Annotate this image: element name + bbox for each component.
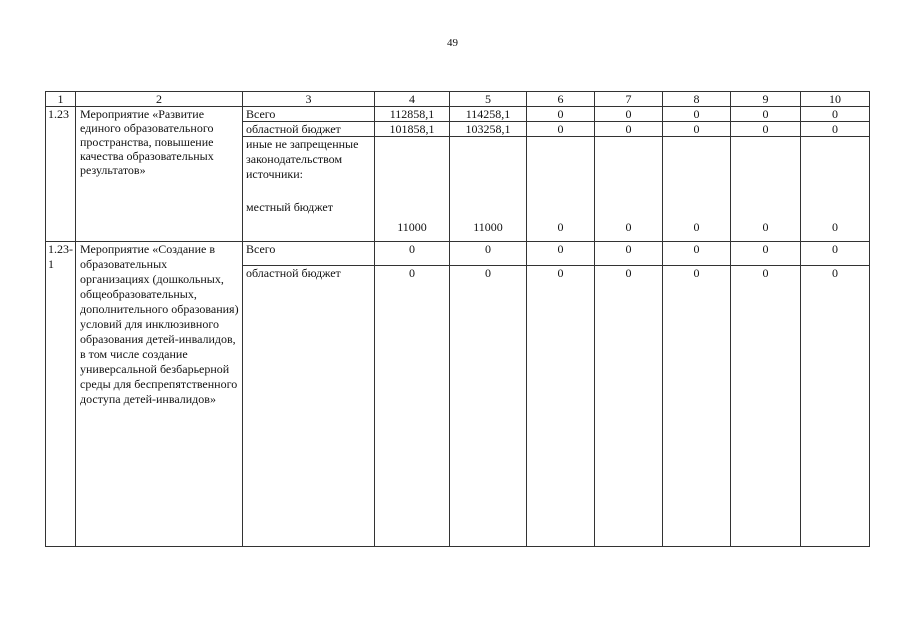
header-row bbox=[46, 92, 870, 107]
value-cell: 0 bbox=[663, 137, 731, 242]
page-number: 49 bbox=[447, 37, 458, 49]
col-header-9: 9 bbox=[731, 92, 801, 107]
source-label: областной бюджет bbox=[243, 122, 375, 137]
value-cell: 0 bbox=[731, 122, 801, 137]
col-header-4: 4 bbox=[375, 92, 450, 107]
value-cell: 0 bbox=[527, 122, 595, 137]
value-cell: 0 bbox=[663, 266, 731, 547]
value-cell: 0 bbox=[595, 242, 663, 266]
value-cell: 0 bbox=[731, 107, 801, 122]
value-cell: 0 bbox=[731, 266, 801, 547]
value-cell: 0 bbox=[801, 242, 870, 266]
col-header-10: 10 bbox=[801, 92, 870, 107]
value-cell: 101858,1 bbox=[375, 122, 450, 137]
value-cell: 0 bbox=[595, 137, 663, 242]
value-cell: 0 bbox=[801, 266, 870, 547]
value-cell: 0 bbox=[663, 107, 731, 122]
value-cell: 0 bbox=[663, 122, 731, 137]
value-cell: 0 bbox=[527, 107, 595, 122]
value-cell: 103258,1 bbox=[450, 122, 527, 137]
value-cell: 0 bbox=[527, 242, 595, 266]
col-header-7: 7 bbox=[595, 92, 663, 107]
row-description: Мероприятие «Развитие единого образовательного пространства, повышение качества образовательных результатов» bbox=[76, 107, 243, 242]
source-label: иные не запрещенные законодательством источники: bbox=[246, 137, 359, 181]
value-cell: 11000 bbox=[450, 137, 527, 242]
row-code: 1.23 bbox=[46, 107, 76, 242]
row-code: 1.23-1 bbox=[46, 242, 76, 547]
value-cell: 0 bbox=[527, 137, 595, 242]
source-label: областной бюджет bbox=[243, 266, 375, 547]
table-row bbox=[46, 242, 870, 266]
table-row bbox=[46, 107, 870, 122]
value-cell: 0 bbox=[731, 137, 801, 242]
col-header-6: 6 bbox=[527, 92, 595, 107]
value-cell: 114258,1 bbox=[450, 107, 527, 122]
value-cell: 0 bbox=[595, 122, 663, 137]
value-cell: 0 bbox=[595, 266, 663, 547]
value-cell: 0 bbox=[731, 242, 801, 266]
value-cell: 0 bbox=[527, 266, 595, 547]
value-cell: 0 bbox=[801, 137, 870, 242]
col-header-2: 2 bbox=[76, 92, 243, 107]
value-cell: 0 bbox=[595, 107, 663, 122]
value-cell: 0 bbox=[801, 107, 870, 122]
value-cell: 0 bbox=[663, 242, 731, 266]
value-cell: 112858,1 bbox=[375, 107, 450, 122]
row-description: Мероприятие «Создание в образовательных организациях (дошкольных, общеобразовательных, дополнительного образования) условий для инклюзивного образования детей-инвалидов, в том числе создание универсальной безбарьерной среды для беспрепятственного доступа детей-инвалидов» bbox=[76, 242, 243, 547]
budget-table bbox=[45, 91, 870, 547]
value-cell: 0 bbox=[450, 266, 527, 547]
col-header-5: 5 bbox=[450, 92, 527, 107]
value-cell: 0 bbox=[375, 266, 450, 547]
source-label-group bbox=[243, 137, 375, 242]
col-header-1: 1 bbox=[46, 92, 76, 107]
col-header-3: 3 bbox=[243, 92, 375, 107]
source-label: Всего bbox=[243, 107, 375, 122]
value-cell: 11000 bbox=[375, 137, 450, 242]
source-sublabel: местный бюджет bbox=[246, 200, 333, 214]
col-header-8: 8 bbox=[663, 92, 731, 107]
value-cell: 0 bbox=[375, 242, 450, 266]
source-label: Всего bbox=[243, 242, 375, 266]
value-cell: 0 bbox=[801, 122, 870, 137]
value-cell: 0 bbox=[450, 242, 527, 266]
